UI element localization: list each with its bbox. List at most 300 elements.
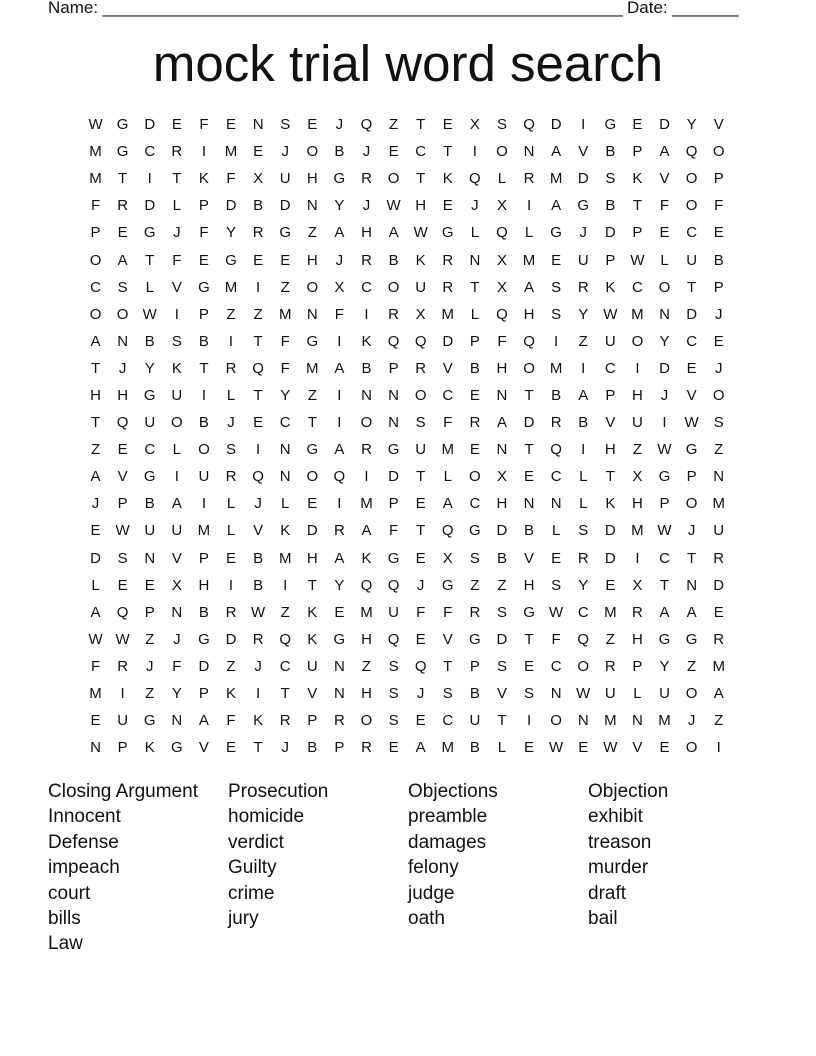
- grid-letter[interactable]: F: [226, 712, 236, 730]
- grid-letter[interactable]: A: [686, 603, 697, 621]
- grid-letter[interactable]: J: [416, 685, 425, 703]
- grid-letter[interactable]: N: [333, 657, 345, 675]
- grid-letter[interactable]: T: [118, 170, 128, 188]
- grid-letter[interactable]: R: [361, 739, 372, 757]
- grid-letter[interactable]: O: [685, 739, 698, 757]
- grid-letter[interactable]: T: [524, 441, 534, 459]
- grid-letter[interactable]: Z: [578, 332, 588, 350]
- grid-letter[interactable]: O: [631, 332, 644, 350]
- grid-letter[interactable]: N: [577, 712, 589, 730]
- grid-letter[interactable]: E: [198, 251, 209, 269]
- grid-letter[interactable]: A: [90, 468, 101, 486]
- grid-letter[interactable]: K: [605, 278, 616, 296]
- grid-letter[interactable]: D: [388, 468, 399, 486]
- grid-letter[interactable]: Y: [686, 116, 697, 134]
- grid-letter[interactable]: G: [469, 630, 481, 648]
- grid-letter[interactable]: E: [253, 143, 264, 161]
- grid-letter[interactable]: A: [117, 251, 128, 269]
- grid-letter[interactable]: Z: [226, 657, 236, 675]
- grid-letter[interactable]: A: [551, 197, 562, 215]
- grid-letter[interactable]: D: [144, 197, 156, 215]
- grid-letter[interactable]: V: [171, 278, 182, 296]
- grid-letter[interactable]: B: [388, 251, 399, 269]
- grid-letter[interactable]: P: [713, 170, 724, 188]
- grid-letter[interactable]: T: [307, 576, 317, 594]
- grid-letter[interactable]: R: [442, 251, 454, 269]
- grid-letter[interactable]: R: [713, 630, 725, 648]
- grid-letter[interactable]: D: [496, 630, 508, 648]
- grid-letter[interactable]: T: [443, 143, 453, 161]
- grid-letter[interactable]: E: [388, 143, 399, 161]
- grid-letter[interactable]: Z: [497, 576, 507, 594]
- grid-letter[interactable]: H: [306, 251, 318, 269]
- grid-letter[interactable]: U: [415, 278, 427, 296]
- grid-letter[interactable]: P: [334, 739, 345, 757]
- grid-letter[interactable]: Q: [414, 332, 427, 350]
- grid-letter[interactable]: A: [415, 739, 426, 757]
- grid-letter[interactable]: N: [388, 414, 399, 432]
- grid-letter[interactable]: M: [441, 739, 455, 757]
- grid-letter[interactable]: D: [198, 657, 210, 675]
- grid-letter[interactable]: R: [252, 630, 264, 648]
- grid-letter[interactable]: B: [198, 332, 209, 350]
- grid-letter[interactable]: M: [441, 441, 455, 459]
- grid-letter[interactable]: S: [171, 332, 182, 350]
- grid-letter[interactable]: Z: [687, 657, 697, 675]
- grid-letter[interactable]: A: [713, 685, 724, 703]
- grid-letter[interactable]: O: [198, 441, 210, 459]
- grid-letter[interactable]: E: [117, 441, 128, 459]
- grid-letter[interactable]: R: [361, 251, 372, 269]
- grid-letter[interactable]: N: [713, 468, 725, 486]
- grid-letter[interactable]: W: [88, 630, 103, 648]
- grid-letter[interactable]: S: [388, 657, 399, 675]
- grid-letter[interactable]: W: [576, 685, 591, 703]
- grid-letter[interactable]: F: [226, 170, 236, 188]
- grid-letter[interactable]: N: [252, 116, 264, 134]
- grid-letter[interactable]: V: [686, 386, 697, 404]
- grid-letter[interactable]: E: [713, 332, 724, 350]
- grid-letter[interactable]: C: [442, 386, 454, 404]
- grid-letter[interactable]: R: [361, 441, 372, 459]
- grid-letter[interactable]: A: [442, 495, 453, 513]
- grid-letter[interactable]: R: [577, 278, 589, 296]
- grid-letter[interactable]: G: [143, 712, 156, 730]
- grid-letter[interactable]: J: [362, 143, 371, 161]
- grid-letter[interactable]: H: [523, 305, 535, 323]
- grid-letter[interactable]: C: [90, 278, 101, 296]
- grid-letter[interactable]: J: [687, 522, 696, 540]
- grid-letter[interactable]: A: [334, 359, 345, 377]
- grid-letter[interactable]: M: [89, 685, 102, 703]
- grid-letter[interactable]: N: [306, 305, 318, 323]
- grid-letter[interactable]: G: [441, 224, 454, 242]
- grid-letter[interactable]: R: [442, 278, 454, 296]
- grid-letter[interactable]: D: [225, 197, 237, 215]
- grid-letter[interactable]: S: [551, 576, 562, 594]
- grid-letter[interactable]: D: [496, 522, 508, 540]
- grid-letter[interactable]: E: [578, 739, 589, 757]
- grid-letter[interactable]: Q: [550, 441, 562, 459]
- grid-letter[interactable]: D: [550, 116, 562, 134]
- grid-letter[interactable]: S: [280, 116, 291, 134]
- grid-letter[interactable]: J: [660, 386, 669, 404]
- grid-letter[interactable]: A: [551, 143, 562, 161]
- grid-letter[interactable]: G: [333, 630, 346, 648]
- grid-letter[interactable]: D: [279, 197, 291, 215]
- grid-letter[interactable]: A: [524, 278, 535, 296]
- grid-letter[interactable]: F: [172, 657, 182, 675]
- grid-letter[interactable]: M: [224, 278, 238, 296]
- grid-letter[interactable]: P: [117, 495, 128, 513]
- grid-letter[interactable]: Q: [360, 116, 373, 134]
- grid-letter[interactable]: Z: [470, 576, 480, 594]
- grid-letter[interactable]: V: [117, 468, 128, 486]
- grid-letter[interactable]: U: [388, 603, 399, 621]
- grid-letter[interactable]: L: [226, 386, 236, 404]
- grid-letter[interactable]: I: [174, 468, 179, 486]
- grid-letter[interactable]: U: [306, 657, 318, 675]
- grid-letter[interactable]: U: [604, 332, 616, 350]
- grid-letter[interactable]: G: [225, 251, 237, 269]
- grid-letter[interactable]: I: [364, 468, 369, 486]
- grid-letter[interactable]: I: [337, 414, 342, 432]
- grid-letter[interactable]: X: [171, 576, 182, 594]
- grid-letter[interactable]: O: [712, 143, 725, 161]
- grid-letter[interactable]: B: [144, 332, 155, 350]
- grid-letter[interactable]: S: [551, 305, 562, 323]
- grid-letter[interactable]: R: [632, 603, 643, 621]
- grid-letter[interactable]: E: [469, 441, 480, 459]
- grid-letter[interactable]: I: [256, 278, 261, 296]
- grid-letter[interactable]: E: [388, 739, 399, 757]
- grid-letter[interactable]: G: [685, 630, 698, 648]
- grid-letter[interactable]: N: [496, 441, 508, 459]
- grid-letter[interactable]: T: [416, 522, 426, 540]
- grid-letter[interactable]: A: [334, 441, 345, 459]
- grid-letter[interactable]: B: [496, 549, 507, 567]
- grid-letter[interactable]: E: [307, 116, 318, 134]
- grid-letter[interactable]: G: [116, 116, 129, 134]
- grid-letter[interactable]: A: [334, 224, 345, 242]
- grid-letter[interactable]: E: [307, 495, 318, 513]
- grid-letter[interactable]: O: [170, 414, 183, 432]
- grid-letter[interactable]: O: [306, 278, 319, 296]
- grid-letter[interactable]: R: [361, 170, 372, 188]
- grid-letter[interactable]: P: [307, 712, 318, 730]
- grid-letter[interactable]: H: [90, 386, 101, 404]
- grid-letter[interactable]: Y: [171, 685, 182, 703]
- grid-letter[interactable]: V: [632, 739, 643, 757]
- grid-letter[interactable]: E: [90, 712, 101, 730]
- grid-letter[interactable]: E: [144, 576, 155, 594]
- grid-letter[interactable]: Q: [685, 143, 698, 161]
- grid-letter[interactable]: N: [523, 495, 535, 513]
- grid-letter[interactable]: T: [416, 116, 426, 134]
- grid-letter[interactable]: S: [524, 685, 535, 703]
- grid-letter[interactable]: E: [415, 630, 426, 648]
- grid-letter[interactable]: B: [713, 251, 724, 269]
- grid-letter[interactable]: N: [144, 549, 156, 567]
- grid-letter[interactable]: E: [659, 224, 670, 242]
- grid-letter[interactable]: T: [416, 170, 426, 188]
- grid-letter[interactable]: E: [659, 739, 670, 757]
- grid-letter[interactable]: M: [197, 522, 211, 540]
- grid-letter[interactable]: Z: [605, 630, 615, 648]
- grid-letter[interactable]: H: [361, 685, 372, 703]
- grid-letter[interactable]: J: [227, 414, 235, 432]
- grid-letter[interactable]: Z: [307, 224, 317, 242]
- grid-letter[interactable]: G: [577, 197, 590, 215]
- grid-letter[interactable]: S: [713, 414, 724, 432]
- grid-letter[interactable]: M: [658, 712, 671, 730]
- grid-letter[interactable]: N: [171, 603, 183, 621]
- grid-letter[interactable]: B: [198, 414, 209, 432]
- grid-letter[interactable]: S: [117, 278, 128, 296]
- grid-letter[interactable]: P: [659, 495, 670, 513]
- grid-letter[interactable]: U: [171, 522, 183, 540]
- grid-letter[interactable]: B: [144, 495, 155, 513]
- grid-letter[interactable]: D: [306, 522, 318, 540]
- grid-letter[interactable]: E: [90, 522, 101, 540]
- grid-letter[interactable]: U: [198, 468, 210, 486]
- grid-letter[interactable]: G: [143, 468, 156, 486]
- grid-letter[interactable]: O: [685, 170, 698, 188]
- grid-letter[interactable]: M: [631, 522, 644, 540]
- grid-letter[interactable]: A: [361, 522, 372, 540]
- grid-letter[interactable]: T: [524, 386, 534, 404]
- grid-letter[interactable]: I: [472, 143, 477, 161]
- grid-letter[interactable]: S: [226, 441, 237, 459]
- grid-letter[interactable]: D: [90, 549, 101, 567]
- grid-letter[interactable]: C: [361, 278, 372, 296]
- grid-letter[interactable]: L: [470, 305, 480, 323]
- grid-letter[interactable]: S: [496, 603, 507, 621]
- grid-letter[interactable]: L: [497, 739, 507, 757]
- grid-letter[interactable]: V: [253, 522, 264, 540]
- grid-letter[interactable]: Q: [252, 468, 264, 486]
- grid-letter[interactable]: Y: [659, 657, 670, 675]
- grid-letter[interactable]: Q: [387, 630, 400, 648]
- grid-letter[interactable]: A: [496, 414, 507, 432]
- grid-letter[interactable]: E: [226, 739, 237, 757]
- grid-letter[interactable]: M: [522, 251, 536, 269]
- grid-letter[interactable]: Z: [280, 278, 290, 296]
- grid-letter[interactable]: Q: [333, 468, 346, 486]
- grid-letter[interactable]: H: [632, 386, 643, 404]
- grid-letter[interactable]: Y: [144, 359, 155, 377]
- grid-letter[interactable]: R: [469, 603, 481, 621]
- grid-letter[interactable]: E: [226, 549, 237, 567]
- grid-letter[interactable]: E: [713, 224, 724, 242]
- grid-letter[interactable]: O: [89, 251, 102, 269]
- grid-letter[interactable]: F: [172, 251, 182, 269]
- grid-letter[interactable]: Y: [226, 224, 237, 242]
- grid-letter[interactable]: K: [361, 332, 372, 350]
- grid-letter[interactable]: U: [713, 522, 725, 540]
- grid-letter[interactable]: J: [173, 224, 181, 242]
- grid-letter[interactable]: W: [549, 739, 564, 757]
- grid-letter[interactable]: I: [201, 386, 206, 404]
- grid-letter[interactable]: I: [364, 305, 369, 323]
- grid-letter[interactable]: B: [605, 143, 616, 161]
- grid-letter[interactable]: Z: [280, 603, 290, 621]
- grid-letter[interactable]: F: [280, 332, 290, 350]
- grid-letter[interactable]: B: [334, 143, 345, 161]
- grid-letter[interactable]: R: [577, 549, 589, 567]
- grid-letter[interactable]: F: [388, 522, 399, 540]
- grid-letter[interactable]: M: [604, 712, 617, 730]
- grid-letter[interactable]: S: [496, 657, 507, 675]
- grid-letter[interactable]: I: [554, 332, 559, 350]
- grid-letter[interactable]: O: [360, 712, 373, 730]
- grid-letter[interactable]: I: [147, 170, 152, 188]
- grid-letter[interactable]: C: [144, 441, 156, 459]
- grid-letter[interactable]: C: [632, 278, 643, 296]
- grid-letter[interactable]: J: [91, 495, 100, 513]
- grid-letter[interactable]: C: [415, 143, 427, 161]
- grid-letter[interactable]: R: [415, 359, 427, 377]
- grid-letter[interactable]: A: [334, 549, 345, 567]
- grid-letter[interactable]: P: [198, 685, 209, 703]
- grid-letter[interactable]: C: [144, 143, 156, 161]
- grid-letter[interactable]: Y: [659, 332, 670, 350]
- grid-letter[interactable]: V: [442, 630, 453, 648]
- grid-letter[interactable]: R: [333, 712, 345, 730]
- grid-letter[interactable]: N: [361, 386, 372, 404]
- grid-letter[interactable]: C: [442, 712, 454, 730]
- grid-letter[interactable]: O: [116, 305, 129, 323]
- grid-letter[interactable]: I: [581, 116, 586, 134]
- grid-letter[interactable]: P: [632, 143, 643, 161]
- grid-letter[interactable]: O: [523, 359, 535, 377]
- grid-letter[interactable]: V: [605, 414, 616, 432]
- grid-letter[interactable]: J: [714, 359, 723, 377]
- grid-letter[interactable]: F: [280, 359, 290, 377]
- grid-letter[interactable]: S: [469, 549, 480, 567]
- grid-letter[interactable]: O: [577, 657, 590, 675]
- grid-letter[interactable]: K: [361, 549, 372, 567]
- grid-letter[interactable]: X: [496, 251, 507, 269]
- grid-letter[interactable]: E: [605, 576, 616, 594]
- grid-letter[interactable]: H: [632, 630, 643, 648]
- grid-letter[interactable]: S: [388, 712, 399, 730]
- grid-letter[interactable]: C: [686, 332, 698, 350]
- grid-letter[interactable]: F: [551, 630, 561, 648]
- grid-letter[interactable]: D: [577, 170, 589, 188]
- grid-letter[interactable]: F: [659, 197, 670, 215]
- grid-letter[interactable]: J: [118, 359, 127, 377]
- grid-letter[interactable]: V: [171, 549, 182, 567]
- grid-letter[interactable]: T: [90, 359, 101, 377]
- grid-letter[interactable]: J: [335, 116, 344, 134]
- grid-letter[interactable]: C: [469, 495, 481, 513]
- grid-letter[interactable]: I: [201, 143, 206, 161]
- grid-letter[interactable]: C: [550, 468, 562, 486]
- grid-letter[interactable]: I: [526, 712, 532, 730]
- grid-letter[interactable]: R: [523, 170, 535, 188]
- grid-letter[interactable]: P: [713, 278, 724, 296]
- grid-letter[interactable]: B: [524, 522, 535, 540]
- grid-letter[interactable]: L: [660, 251, 669, 269]
- name-field[interactable]: Name: _______________________________________________________: [48, 0, 623, 17]
- grid-letter[interactable]: Z: [145, 685, 155, 703]
- grid-letter[interactable]: B: [469, 739, 480, 757]
- grid-letter[interactable]: B: [253, 197, 264, 215]
- grid-letter[interactable]: F: [714, 197, 724, 215]
- grid-letter[interactable]: L: [497, 170, 507, 188]
- grid-letter[interactable]: U: [659, 685, 670, 703]
- grid-letter[interactable]: L: [443, 468, 452, 486]
- grid-letter[interactable]: B: [605, 197, 616, 215]
- grid-letter[interactable]: W: [115, 522, 130, 540]
- grid-letter[interactable]: S: [388, 685, 399, 703]
- grid-letter[interactable]: I: [228, 576, 234, 594]
- grid-letter[interactable]: K: [415, 251, 426, 269]
- grid-letter[interactable]: S: [117, 549, 128, 567]
- grid-letter[interactable]: Q: [252, 359, 264, 377]
- grid-letter[interactable]: I: [581, 359, 586, 377]
- grid-letter[interactable]: R: [171, 143, 183, 161]
- grid-letter[interactable]: N: [333, 685, 345, 703]
- grid-letter[interactable]: P: [632, 657, 643, 675]
- grid-letter[interactable]: W: [413, 224, 428, 242]
- grid-letter[interactable]: C: [686, 224, 698, 242]
- grid-letter[interactable]: L: [470, 224, 480, 242]
- grid-letter[interactable]: V: [578, 143, 589, 161]
- grid-letter[interactable]: R: [604, 657, 616, 675]
- grid-letter[interactable]: E: [442, 116, 453, 134]
- grid-letter[interactable]: D: [604, 549, 616, 567]
- grid-letter[interactable]: E: [415, 712, 426, 730]
- grid-letter[interactable]: E: [415, 495, 426, 513]
- grid-letter[interactable]: G: [116, 143, 129, 161]
- grid-letter[interactable]: B: [578, 414, 589, 432]
- grid-letter[interactable]: Z: [226, 305, 236, 323]
- grid-letter[interactable]: T: [687, 549, 697, 567]
- grid-letter[interactable]: E: [117, 224, 128, 242]
- grid-letter[interactable]: I: [256, 441, 261, 459]
- grid-letter[interactable]: K: [307, 630, 318, 648]
- grid-letter[interactable]: E: [524, 739, 535, 757]
- grid-letter[interactable]: T: [687, 278, 697, 296]
- grid-letter[interactable]: X: [334, 278, 345, 296]
- grid-letter[interactable]: K: [144, 739, 155, 757]
- grid-letter[interactable]: Q: [279, 630, 292, 648]
- grid-letter[interactable]: V: [659, 170, 670, 188]
- grid-letter[interactable]: G: [306, 332, 319, 350]
- grid-letter[interactable]: O: [685, 495, 698, 513]
- grid-letter[interactable]: P: [686, 468, 697, 486]
- grid-letter[interactable]: T: [199, 359, 209, 377]
- grid-letter[interactable]: L: [579, 468, 588, 486]
- grid-letter[interactable]: N: [90, 739, 101, 757]
- grid-letter[interactable]: L: [633, 685, 642, 703]
- grid-letter[interactable]: H: [117, 386, 129, 404]
- grid-letter[interactable]: R: [225, 468, 237, 486]
- grid-letter[interactable]: B: [198, 603, 209, 621]
- grid-letter[interactable]: G: [441, 576, 454, 594]
- grid-letter[interactable]: S: [605, 170, 616, 188]
- grid-letter[interactable]: Q: [387, 332, 400, 350]
- grid-letter[interactable]: U: [577, 251, 589, 269]
- grid-letter[interactable]: F: [199, 116, 209, 134]
- grid-letter[interactable]: Z: [714, 441, 724, 459]
- grid-letter[interactable]: G: [143, 386, 156, 404]
- grid-letter[interactable]: O: [685, 685, 698, 703]
- grid-letter[interactable]: O: [387, 170, 400, 188]
- grid-letter[interactable]: G: [604, 116, 617, 134]
